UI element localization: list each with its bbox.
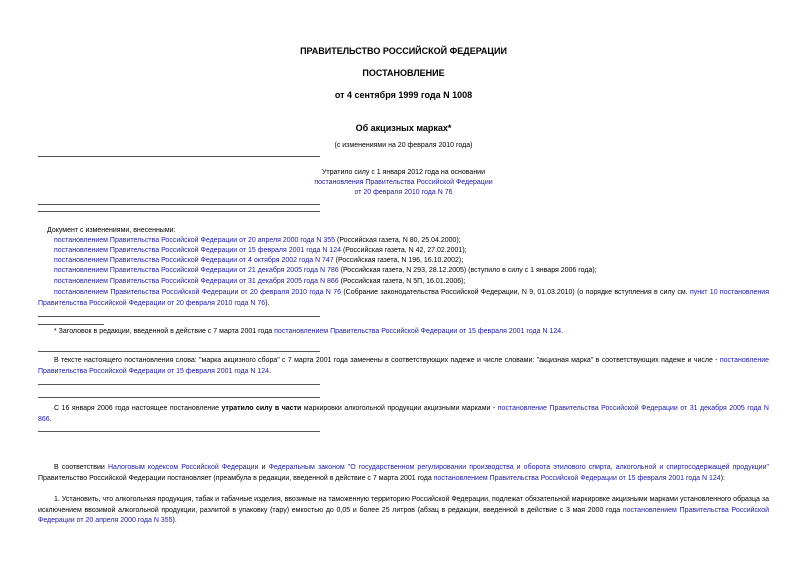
amendment-item: постановлением Правительства Российской Федерации от 20 апреля 2000 года N 355 (Российская газета, N 80, 25.04.2000); — [54, 237, 461, 244]
amendment-item: постановлением Правительства Российской Федерации от 21 декабря 2005 года N 786 (Российская газета, N 293, 28.12.2005) (вступило в силу с 1 января 2006 года); — [54, 267, 597, 274]
footnote-rule — [38, 324, 104, 325]
point10-link[interactable]: пункт 10 постановления Правительства Российской Федерации от 20 февраля 2010 года N 76 — [38, 289, 769, 307]
divider — [38, 156, 320, 157]
status-link-1[interactable]: постановления Правительства Российской Федерации — [314, 179, 493, 186]
divider — [38, 204, 320, 205]
federal-law-link[interactable]: Федеральным законом "О государственном регулировании производства и оборота этилового спирта, алкогольной и спиртосодержащей продукции" — [268, 464, 769, 471]
amendment-link[interactable]: постановлением Правительства Российской Федерации от 20 февраля 2010 года N 76 — [54, 289, 341, 296]
status-link-2[interactable]: от 20 февраля 2010 года N 76 — [354, 189, 453, 196]
divider — [38, 397, 320, 398]
amendment-link[interactable]: постановлением Правительства Российской Федерации от 21 декабря 2005 года N 786 — [54, 267, 339, 274]
divider — [38, 316, 320, 317]
footnote: * Заголовок в редакции, введенной в действие с 7 марта 2001 года постановлением Правительства Российской Федерации от 15 февраля 2001 года N 124. — [54, 328, 564, 335]
amendment-link[interactable]: постановлением Правительства Российской Федерации от 4 октября 2002 года N 747 — [54, 257, 334, 264]
note1-link[interactable]: постановление Правительства Российской Федерации от 15 февраля 2001 года N 124 — [38, 357, 769, 375]
divider — [38, 431, 320, 432]
divider — [38, 351, 320, 352]
note-terms: В тексте настоящего постановления слова: "марка акцизного сбора" с 7 марта 2001 года заменены в соответствующих падеже и числе словами: "акцизная марка" в соответствующих падеже и числе - постановление Правительства Российской Федерации от 15 февраля 2001 года N 124. — [38, 357, 769, 375]
doc-title: Об акцизных марках* — [355, 123, 452, 133]
note-partial-repeal: С 16 января 2006 года настоящее постановление утратило силу в части маркировки алкогольной продукции акцизными марками - постановление Правительства Российской Федерации от 31 декабря 2005 года N 866. — [38, 405, 769, 423]
amendments-intro: Документ с изменениями, внесенными: — [47, 227, 176, 234]
amendment-item-last: постановлением Правительства Российской Федерации от 20 февраля 2010 года N 76 (Собрание законодательства Российской Федерации, N 9, 01.03.2010) (о порядке вступления в силу см. пункт 10 постановления Правительства Российской Федерации от 20 февраля 2010 года N 76). — [38, 289, 769, 307]
amended-note: (с изменениями на 20 февраля 2010 года) — [334, 142, 473, 149]
item-1: 1. Установить, что алкогольная продукция, табак и табачные изделия, ввозимые на таможенную территорию Российской Федерации, подлежат обязательной маркировке акцизными марками установленного образца за исключением ввозимой алкогольной продукции, разлитой в упаковку (тару) емкостью до 0,05 и более 25 литров (абзац в редакции, введенной в действие с 3 мая 2000 года постановлением Правительства Российской Федерации от 20 апреля 2000 года N 355). — [38, 496, 769, 524]
org-title: ПРАВИТЕЛЬСТВО РОССИЙСКОЙ ФЕДЕРАЦИИ — [300, 46, 507, 56]
preamble: В соответствии Налоговым кодексом Российской Федерации и Федеральным законом "О государственном регулировании производства и оборота этилового спирта, алкогольной и спиртосодержащей продукции" Правительство Российской Федерации постановляет (преамбула в редакции, введенной в действие с 7 марта 2001 года постановлением Правительства Российской Федерации от 15 февраля 2001 года N 124): — [38, 464, 769, 482]
amendment-link[interactable]: постановлением Правительства Российской Федерации от 15 февраля 2001 года N 124 — [54, 247, 341, 254]
amendment-item: постановлением Правительства Российской Федерации от 4 октября 2002 года N 747 (Российская газета, N 196, 16.10.2002); — [54, 257, 464, 264]
item1-link[interactable]: постановлением Правительства Российской Федерации от 20 апреля 2000 года N 355 — [38, 506, 769, 524]
amendment-link[interactable]: постановлением Правительства Российской Федерации от 31 декабря 2005 года N 866 — [54, 278, 339, 285]
divider — [38, 384, 320, 385]
amendment-item: постановлением Правительства Российской Федерации от 31 декабря 2005 года N 866 (Российская газета, N 5П, 16.01.2006); — [54, 278, 466, 285]
amendment-link[interactable]: постановлением Правительства Российской Федерации от 20 апреля 2000 года N 355 — [54, 237, 336, 244]
amendment-item: постановлением Правительства Российской Федерации от 15 февраля 2001 года N 124 (Российская газета, N 42, 27.02.2001); — [54, 247, 467, 254]
doc-date-number: от 4 сентября 1999 года N 1008 — [334, 90, 473, 100]
note2-link[interactable]: постановление Правительства Российской Федерации от 31 декабря 2005 года N 866 — [38, 405, 769, 423]
footnote-link[interactable]: постановлением Правительства Российской Федерации от 15 февраля 2001 года N 124 — [274, 328, 562, 335]
tax-code-link[interactable]: Налоговым кодексом Российской Федерации — [107, 464, 259, 471]
preamble-amendment-link[interactable]: постановлением Правительства Российской Федерации от 15 февраля 2001 года N 124 — [433, 474, 721, 482]
status-line: Утратило силу с 1 января 2012 года на основании — [321, 169, 486, 176]
doc-type: ПОСТАНОВЛЕНИЕ — [362, 68, 445, 78]
divider — [38, 211, 320, 212]
